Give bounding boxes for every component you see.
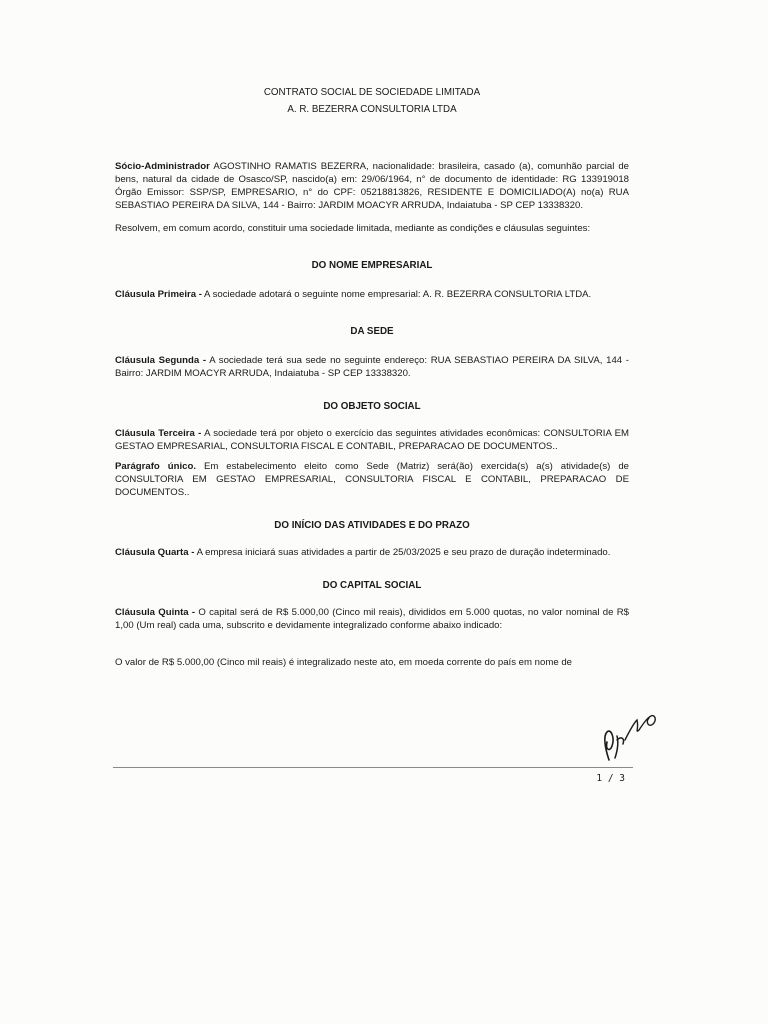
clause-first-label: Cláusula Primeira - [115,289,202,300]
intro-paragraph: Resolvem, em comum acordo, constituir uma sociedade limitada, mediante as condições e cláusulas seguintes: [115,223,591,234]
document-title: CONTRATO SOCIAL DE SOCIEDADE LIMITADA [263,87,481,98]
signature-mark [595,700,661,762]
clause-second [115,354,629,380]
footer-rule [113,767,633,768]
sole-paragraph-text: Em estabelecimento eleito como Sede (Matriz) será(ão) exercida(s) a(s) atividade(s) de CONSULTORIA EM GESTAO EMPRESARIAL, CONSULTORIA FISCAL E CONTABIL, PREPARACAO DE DOCUMENTOS.. [115,461,630,498]
integralization-paragraph: O valor de R$ 5.000,00 (Cinco mil reais) é integralizado neste ato, em moeda corrente do país em nome de [115,657,573,668]
sole-paragraph [115,460,629,499]
sole-paragraph-label: Parágrafo único. [115,461,196,472]
clause-first-text: A sociedade adotará o seguinte nome empresarial: A. R. BEZERRA CONSULTORIA LTDA. [201,289,592,300]
heading-capital: DO CAPITAL SOCIAL [322,580,422,591]
clause-third [115,427,629,453]
heading-sede: DA SEDE [350,326,394,337]
clause-fifth [115,606,629,632]
clause-fifth-text: O capital será de R$ 5.000,00 (Cinco mil reais), divididos em 5.000 quotas, no valor nominal de R$ 1,00 (Um real) cada uma, subscrito e devidamente integralizado conforme abaixo indicado: [115,607,629,631]
partner-text: AGOSTINHO RAMATIS BEZERRA, nacionalidade: brasileira, casado (a), comunhão parcial de bens, natural da cidade de Osasco/SP, nascido(a) em: 29/06/1964, n° de documento de identidade: RG 133919018 Órgão Emissor: SSP/SP, EMPRESARIO, n° do CPF: 05218813826, RESIDENTE E DOMICILIADO(A) no(a) RUA SEBASTIAO PEREIRA DA SILVA, 144 - Bairro: JARDIM MOACYR ARRUDA, Indaiatuba - SP CEP 13338320. [115,161,629,211]
clause-first [115,288,629,301]
page-number: 1 / 3 [596,773,625,784]
clause-fourth-label: Cláusula Quarta - [115,547,195,558]
clause-third-label: Cláusula Terceira - [115,428,202,439]
heading-objeto: DO OBJETO SOCIAL [323,401,421,412]
clause-fourth-text: A empresa iniciará suas atividades a partir de 25/03/2025 e seu prazo de duração indeterminado. [194,547,611,558]
partner-paragraph [115,160,629,212]
clause-fourth [115,546,629,559]
clause-fifth-label: Cláusula Quinta - [115,607,196,618]
clause-second-text: A sociedade terá sua sede no seguinte endereço: RUA SEBASTIAO PEREIRA DA SILVA, 144 - Bairro: JARDIM MOACYR ARRUDA, Indaiatuba - SP CEP 13338320. [115,355,629,379]
heading-inicio: DO INÍCIO DAS ATIVIDADES E DO PRAZO [274,520,470,531]
clause-second-label: Cláusula Segunda - [115,355,207,366]
partner-label: Sócio-Administrador [115,161,210,172]
company-name: A. R. BEZERRA CONSULTORIA LTDA [287,104,457,115]
heading-nome: DO NOME EMPRESARIAL [311,260,433,271]
clause-third-text: A sociedade terá por objeto o exercício das seguintes atividades econômicas: CONSULTORIA EM GESTAO EMPRESARIAL, CONSULTORIA FISCAL E CONTABIL, PREPARACAO DE DOCUMENTOS.. [115,428,629,452]
document-body [115,86,629,669]
